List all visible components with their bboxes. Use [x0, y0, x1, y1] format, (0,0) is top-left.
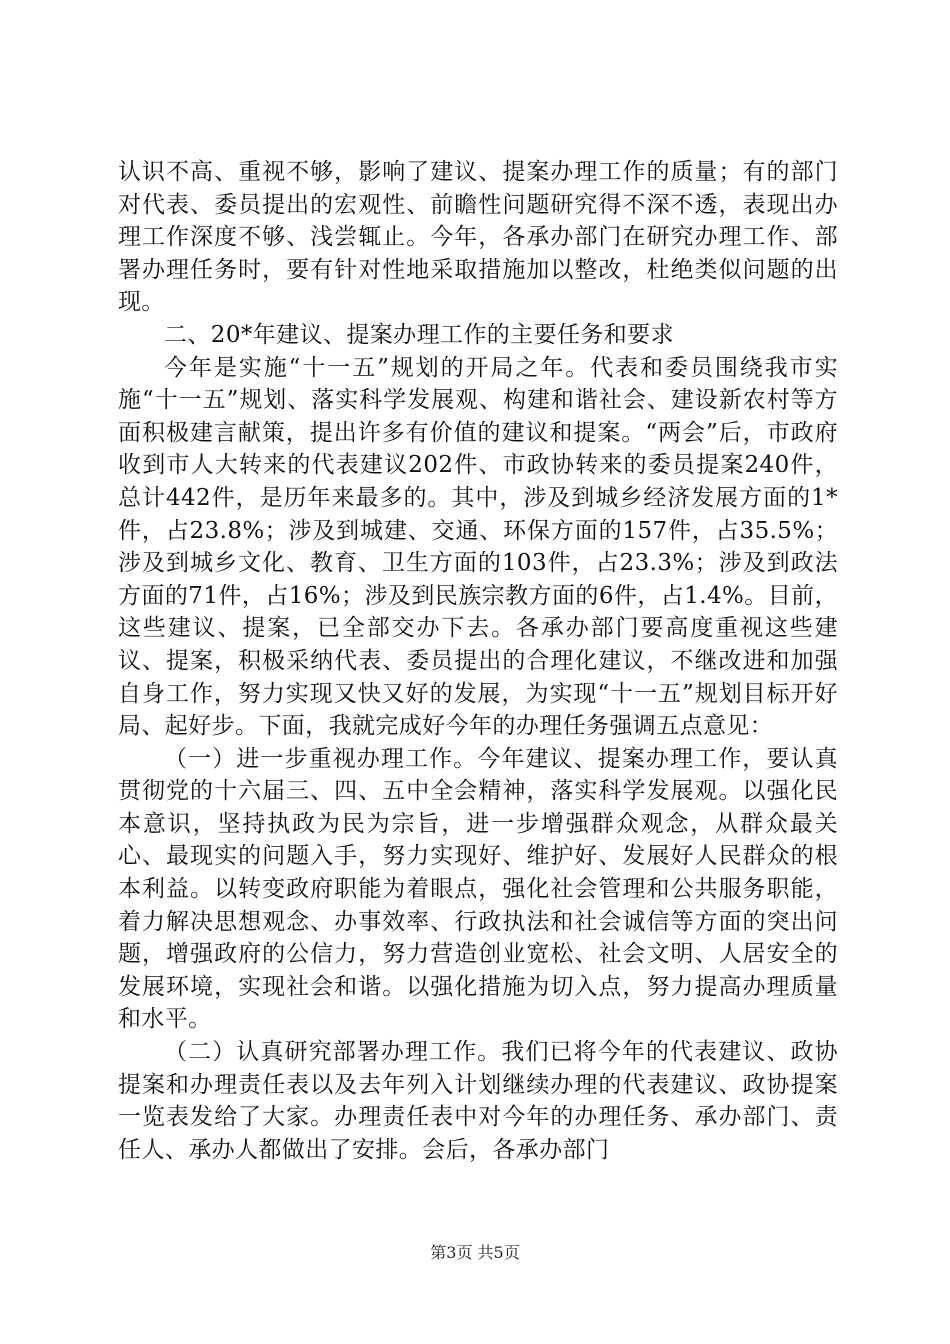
paragraph-point-one: （一）进一步重视办理工作。今年建议、提案办理工作，要认真贯彻党的十六届三、四、五中全会精神，落实科学发展观。以强化民本意识，坚持执政为民为宗旨，进一步增强群众观念，从群众最关心、最现实的问题入手，努力实现好、维护好、发展好人民群众的根本利益。以转变政府职能为着眼点，强化社会管理和公共服务职能，着力解决思想观念、办事效率、行政执法和社会诚信等方面的突出问题，增强政府的公信力，努力营造创业宽松、社会文明、人居安全的发展环境，实现社会和谐。以强化措施为切入点，努力提高办理质量和水平。 — [118, 745, 838, 1033]
page-footer: 第3页 共5页 — [430, 1243, 520, 1262]
section-heading: 二、20*年建议、提案办理工作的主要任务和要求 — [164, 321, 674, 348]
paragraph-point-two: （二）认真研究部署办理工作。我们已将今年的代表建议、政协提案和办理责任表以及去年列入计划继续办理的代表建议、政协提案一览表发给了大家。办理责任表中对今年的办理任务、承办部门、责任人、承办人都做出了安排。会后，各承办部门 — [118, 1039, 838, 1163]
document-body — [118, 156, 838, 1166]
paragraph-continuation: 认识不高、重视不够，影响了建议、提案办理工作的质量；有的部门对代表、委员提出的宏观性、前瞻性问题研究得不深不透，表现出办理工作深度不够、浅尝辄止。今年，各承办部门在研究办理工作、部署办理任务时，要有针对性地采取措施加以整改，杜绝类似问题的出现。 — [118, 159, 838, 316]
paragraph-overview: 今年是实施“十一五”规划的开局之年。代表和委员围绕我市实施“十一五”规划、落实科学发展观、构建和谐社会、建设新农村等方面积极建言献策，提出许多有价值的建议和提案。“两会”后，市政府收到市人大转来的代表建议202件、市政协转来的委员提案240件，总计442件，是历年来最多的。其中，涉及到城乡经济发展方面的1*件，占23.8%；涉及到城建、交通、环保方面的157件，占35.5%；涉及到城乡文化、教育、卫生方面的103件，占23.3%；涉及到政法方面的71件，占16%；涉及到民族宗教方面的6件，占1.4%。目前，这些建议、提案，已全部交办下去。各承办部门要高度重视这些建议、提案，积极采纳代表、委员提出的合理化建议，不继改进和加强自身工作，努力实现又快又好的发展，为实现“十一五”规划目标开好局、起好步。下面，我就完成好今年的办理任务强调五点意见： — [118, 354, 838, 740]
